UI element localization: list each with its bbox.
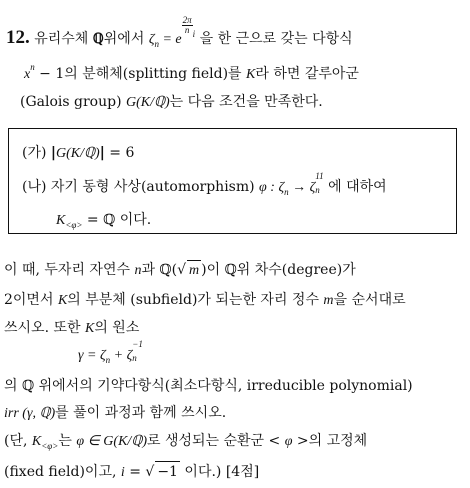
- abs-bar: |: [50, 145, 57, 161]
- math-arrow: → ζ: [288, 180, 316, 195]
- math-zeta: ζ: [148, 32, 155, 47]
- math-sup: −1: [132, 339, 143, 349]
- exp-numerator: 2π: [182, 15, 192, 25]
- body-text: 2이면서: [4, 292, 58, 308]
- body-line-7: [4, 461, 259, 483]
- math-sub: n: [315, 185, 320, 195]
- problem-line-2: [24, 64, 359, 85]
- condition-label: (가): [22, 145, 51, 161]
- math-K: K: [84, 321, 95, 336]
- math-n: n: [134, 263, 142, 278]
- body-text: 는: [58, 433, 77, 449]
- math-phi-in: φ ∈ G(K/ℚ): [76, 434, 147, 449]
- body-line-1: [4, 260, 356, 281]
- math-galois: G(K/ℚ): [56, 146, 100, 161]
- condition-na: [22, 171, 387, 198]
- math-phi-map: φ : ζ: [259, 180, 285, 195]
- problem-text: 유리수체: [34, 31, 93, 47]
- body-text: 이 때, 두자리 자연수: [4, 262, 135, 278]
- gamma-equation: [78, 339, 143, 366]
- math-m: m: [187, 260, 201, 281]
- body-line-4: [4, 376, 413, 396]
- body-text: 의 부분체 (subfield)가 되는한 자리 정수: [67, 292, 324, 308]
- math-eq: = 6: [104, 145, 135, 161]
- math-galois: G(K/ℚ): [125, 95, 170, 110]
- body-line-2: [4, 290, 406, 311]
- condition-ga: [22, 143, 134, 164]
- body-line-6: [4, 431, 367, 452]
- math-x: x: [24, 67, 31, 82]
- math-sub: <φ>: [65, 220, 83, 230]
- condition-label: (나) 자기 동형 사상(automorphism): [22, 179, 260, 195]
- math-minus-one: −1: [155, 461, 180, 482]
- math-eq: = e: [158, 32, 182, 47]
- abs-bar: |: [99, 145, 105, 161]
- problem-text: 을 한 근으로 갖는 다항식: [195, 31, 353, 47]
- body-text: 을 순서대로: [333, 292, 406, 308]
- math-sup: n: [30, 62, 35, 72]
- condition-text: 에 대하여: [323, 179, 387, 195]
- exp-i: i: [192, 29, 196, 39]
- math-sup: 11: [315, 171, 324, 181]
- body-text: (단,: [4, 433, 32, 449]
- body-line-3: [4, 318, 139, 339]
- body-text: 과 ℚ(: [141, 262, 178, 278]
- exp-denominator: n: [184, 25, 190, 35]
- math-sub: n: [132, 353, 137, 363]
- radical-sign: √: [145, 464, 155, 480]
- exponent-fraction: [182, 16, 193, 35]
- math-irr: irr (γ, ℚ): [4, 406, 56, 421]
- radical-sign: √: [177, 262, 187, 278]
- math-K: K: [246, 67, 256, 82]
- math-sub: n: [154, 39, 159, 49]
- math-eq: = ℚ 이다.: [82, 212, 152, 228]
- problem-text: − 1의 분해체(splitting field)를: [34, 66, 247, 82]
- math-K: K: [31, 434, 42, 449]
- math-Q: ℚ: [92, 32, 104, 47]
- problem-text: 위에서: [103, 31, 149, 47]
- problem-text: 라 하면 갈루아군: [255, 66, 359, 82]
- math-K: K: [57, 293, 68, 308]
- problem-text: (Galois group): [20, 94, 126, 110]
- math-sub: n: [105, 355, 111, 365]
- math-K: K: [56, 213, 66, 228]
- body-text: 의 ℚ 위에서의 기약다항식(최소다항식, irreducible polynomial): [4, 378, 413, 394]
- body-text: 이다.) [4점]: [179, 464, 260, 480]
- body-text: 의 원소: [94, 320, 140, 336]
- body-text: >의 고정체: [292, 433, 368, 449]
- math-m: m: [323, 293, 334, 308]
- math-eq: =: [124, 464, 146, 480]
- problem-number: 12.: [6, 27, 30, 48]
- problem-line-3: [20, 92, 323, 113]
- math-gamma: γ = ζ: [78, 348, 106, 363]
- body-text: (fixed field)이고,: [4, 464, 121, 480]
- math-phi: φ: [284, 434, 293, 449]
- math-sub: n: [284, 187, 289, 197]
- math-sub: <φ>: [41, 441, 59, 451]
- body-line-5: [4, 403, 226, 424]
- problem-text: 는 다음 조건을 만족한다.: [169, 94, 323, 110]
- math-i: i: [120, 465, 125, 480]
- condition-fixed: [56, 210, 151, 231]
- body-text: 로 생성되는 순환군 <: [146, 433, 285, 449]
- body-text: )이 ℚ위 차수(degree)가: [201, 262, 356, 278]
- body-text: 쓰시오. 또한: [4, 320, 85, 336]
- math-plus: + ζ: [110, 348, 133, 363]
- body-text: 를 풀이 과정과 함께 쓰시오.: [55, 405, 227, 421]
